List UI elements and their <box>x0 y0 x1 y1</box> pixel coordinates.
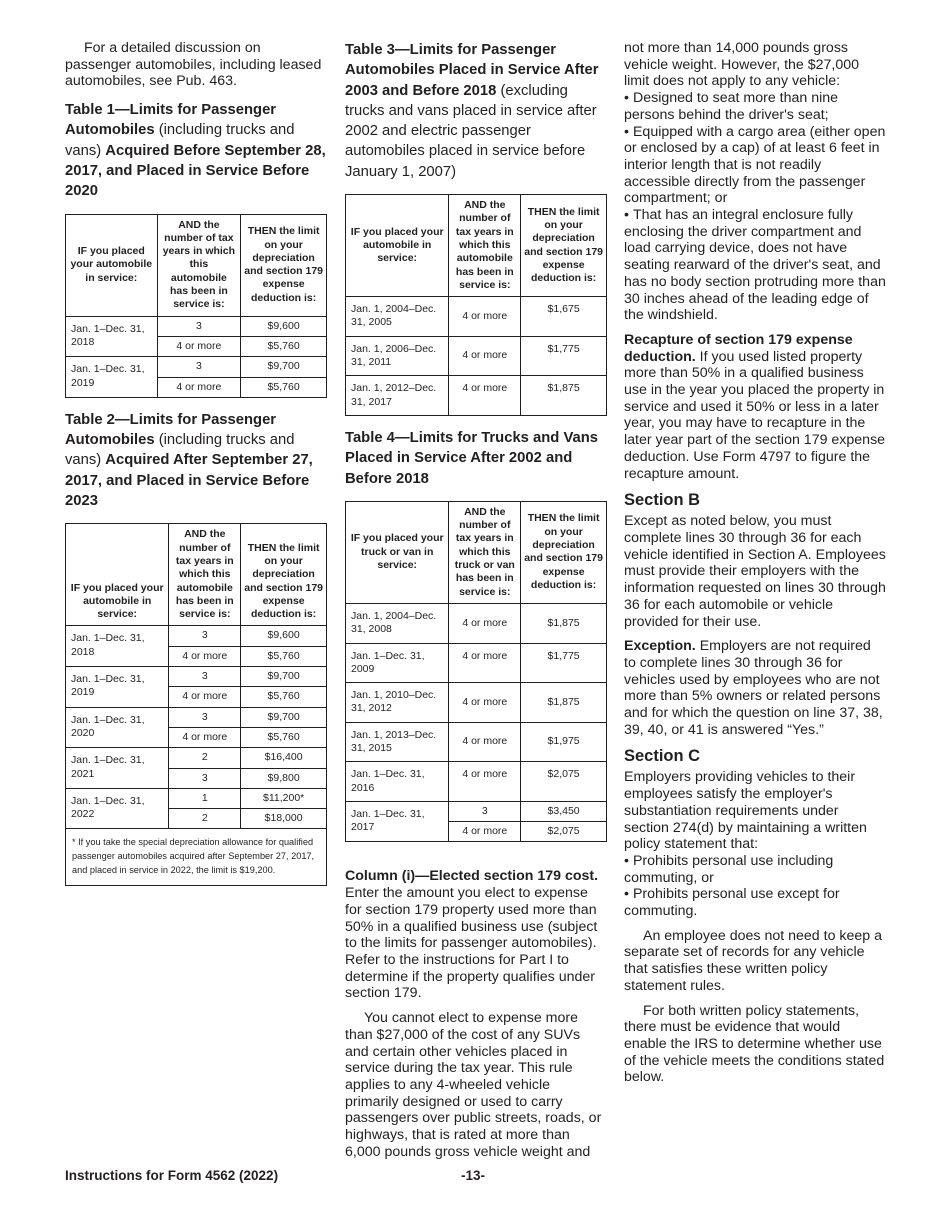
table4-limit-cell: $1,875 <box>521 683 607 723</box>
table2-limit-cell: $9,700 <box>241 667 327 687</box>
table4-year: Jan. 1–Dec. 31, 2016 <box>346 762 449 802</box>
table3-year: Jan. 1, 2004–Dec. 31, 2005 <box>346 297 449 337</box>
table2-years-cell: 4 or more <box>169 646 241 666</box>
table3-header-years: AND the number of tax years in which this automobile has been in service is: <box>449 195 521 297</box>
table3-limit-cell: $1,675 <box>521 297 607 337</box>
continued-paragraph: not more than 14,000 pounds gross vehicle weight. However, the $27,000 limit does not apply to any vehicle: <box>624 40 860 90</box>
table3-year: Jan. 1, 2012–Dec. 31, 2017 <box>346 376 449 416</box>
recapture-paragraph <box>624 332 886 482</box>
exemption-list <box>624 90 886 324</box>
section-c-paragraph: Employers providing vehicles to their employees satisfy the employer's substantiation requirements under section 274(d) by maintaining a written policy statement that: <box>624 769 867 853</box>
table1-years-cell: 3 <box>157 316 241 336</box>
table1-years-cell: 4 or more <box>157 336 241 356</box>
table1-title: Table 1—Limits for Passenger Automobiles <box>65 102 277 139</box>
table-row <box>346 801 607 821</box>
recapture-heading: Recapture of section 179 expense deduction. <box>624 331 853 365</box>
table1-limit-cell: $9,600 <box>241 316 327 336</box>
table1-year: Jan. 1–Dec. 31, 2018 <box>66 316 158 357</box>
table4-years-cell: 4 or more <box>449 603 521 643</box>
table3-subtitle: (excluding trucks and vans placed in service after 2002 and electric passenger automobiles placed in service before January 1, 2007) <box>345 82 597 180</box>
table2-header-year: IF you placed your automobile in service: <box>66 524 169 626</box>
bullet-icon: • <box>624 123 629 140</box>
table-row <box>346 683 607 723</box>
column-right <box>624 40 886 1094</box>
table3-limit-cell: $1,775 <box>521 336 607 376</box>
list-item-text: Designed to seat more than nine persons behind the driver's seat; <box>624 90 839 123</box>
table-row <box>346 376 607 416</box>
table2-caption <box>65 410 327 511</box>
table1-header-years: AND the number of tax years in which this automobile has been in service is: <box>157 214 241 316</box>
table4-years-cell: 4 or more <box>449 762 521 802</box>
table1-limit-cell: $5,760 <box>241 336 327 356</box>
table4-header-limit: THEN the limit on your depreciation and section 179 expense deduction is: <box>521 501 607 603</box>
table2-limit-cell: $9,700 <box>241 707 327 727</box>
table4-limit-cell: $1,875 <box>521 603 607 643</box>
suv-paragraph: You cannot elect to expense more than $27,000 of the cost of any SUVs and certain other vehicles placed in service during the tax year. This rule applies to any 4-wheeled vehicle primarily designed or used to carry passengers over public streets, roads, or highways, that is rated at more than 6,000 pounds gross vehicle weight and <box>345 1010 602 1160</box>
table-row <box>66 667 327 687</box>
table4 <box>345 501 607 843</box>
table4-limit-cell: $2,075 <box>521 762 607 802</box>
table1-limit-cell: $5,760 <box>241 377 327 397</box>
table2-years-cell: 1 <box>169 788 241 808</box>
table2-limit-cell: $16,400 <box>241 748 327 768</box>
section-b-title: Section B <box>624 491 701 510</box>
table2-limit-cell: $5,760 <box>241 646 327 666</box>
table4-limit-cell: $1,775 <box>521 643 607 683</box>
table3-years-cell: 4 or more <box>449 376 521 416</box>
bullet-icon: • <box>624 886 629 903</box>
table1-header-year: IF you placed your automobile in service: <box>66 214 158 316</box>
table2-year: Jan. 1–Dec. 31, 2018 <box>66 626 169 667</box>
list-item-text: Prohibits personal use except for commuting. <box>624 886 840 920</box>
table3 <box>345 194 607 416</box>
table3-caption <box>345 40 607 182</box>
table4-years-cell: 4 or more <box>449 722 521 762</box>
table4-year: Jan. 1, 2004–Dec. 31, 2008 <box>346 603 449 643</box>
list-item <box>624 90 886 123</box>
list-item-text: That has an integral enclosure fully enclosing the driver compartment and load carrying device, does not have seating rearward of the driver's seat, and has no body section protruding more than 30 inches ahead of the leading edge of the windshield. <box>624 207 886 324</box>
table2-title: Table 2—Limits for Passenger Automobiles <box>65 411 277 449</box>
table2-subtitle: (including trucks and vans) <box>65 432 295 469</box>
table-row <box>346 722 607 762</box>
table2-years-cell: 2 <box>169 748 241 768</box>
table1-title-cont: Acquired Before September 28, 2017, and Placed in Service Before 2020 <box>65 142 326 200</box>
column-i-text: Enter the amount you elect to expense for section 179 property used more than 50% in a qualified business use (subject to the limits for passenger automobiles). Refer to the instructions for Part I to determine if the property qualifies under section 179. <box>345 885 598 1002</box>
table4-year: Jan. 1, 2013–Dec. 31, 2015 <box>346 722 449 762</box>
table-row <box>346 643 607 683</box>
table3-year: Jan. 1, 2006–Dec. 31, 2011 <box>346 336 449 376</box>
table2-limit-cell: $5,760 <box>241 727 327 747</box>
table1-caption <box>65 100 327 201</box>
table4-caption <box>345 428 607 489</box>
table-row <box>66 788 327 808</box>
column-middle <box>345 40 607 1168</box>
table4-year: Jan. 1–Dec. 31, 2017 <box>346 801 449 842</box>
column-i-paragraph <box>345 868 607 1002</box>
table1-subtitle: (including trucks and vans) <box>65 122 295 159</box>
table4-header-year: IF you placed your truck or van in service: <box>346 501 449 603</box>
records-paragraph: An employee does not need to keep a separate set of records for any vehicle that satisfies these written policy statement rules. <box>624 927 882 994</box>
table4-limit-cell: $3,450 <box>521 801 607 821</box>
table3-title: Table 3—Limits for Passenger Automobiles Placed in Service After 2003 and Before 2018 <box>345 42 599 99</box>
table-row <box>66 707 327 727</box>
table1 <box>65 214 327 398</box>
footer-form-title: Instructions for Form 4562 (2022) <box>65 1168 279 1183</box>
exception-paragraph <box>624 638 886 738</box>
table3-limit-cell: $1,875 <box>521 376 607 416</box>
column-i-heading: Column (i)—Elected section 179 cost. <box>345 868 599 885</box>
table2 <box>65 523 327 886</box>
table2-years-cell: 3 <box>169 626 241 646</box>
table4-year: Jan. 1, 2010–Dec. 31, 2012 <box>346 683 449 723</box>
table2-years-cell: 2 <box>169 809 241 829</box>
table1-years-cell: 3 <box>157 357 241 377</box>
bullet-icon: • <box>624 207 629 224</box>
list-item-text: Equipped with a cargo area (either open or enclosed by a cap) of at least 6 feet in interior length that is not readily accessible directly from the passenger compartment; or <box>624 123 886 207</box>
table3-header-year: IF you placed your automobile in service: <box>346 195 449 297</box>
table4-limit-cell: $1,975 <box>521 722 607 762</box>
page-number: -13- <box>461 1168 486 1183</box>
table2-years-cell: 4 or more <box>169 687 241 707</box>
list-item <box>624 124 886 208</box>
evidence-paragraph: For both written policy statements, there must be evidence that would enable the IRS to determine whether use of the vehicle meets the conditions stated below. <box>624 1002 885 1086</box>
list-item <box>624 853 886 886</box>
table2-limit-cell: $5,760 <box>241 687 327 707</box>
table-row <box>66 357 327 377</box>
table2-title-cont: Acquired After September 27, 2017, and Placed in Service Before 2023 <box>65 452 313 510</box>
exception-heading: Exception. <box>624 638 696 655</box>
table2-year: Jan. 1–Dec. 31, 2019 <box>66 667 169 708</box>
bullet-icon: • <box>624 90 629 107</box>
column-left <box>65 40 327 886</box>
table-row <box>346 297 607 337</box>
table-row <box>346 762 607 802</box>
table4-limit-cell: $2,075 <box>521 822 607 842</box>
table1-years-cell: 4 or more <box>157 377 241 397</box>
table2-years-cell: 4 or more <box>169 727 241 747</box>
exception-text: Employers are not required to complete lines 30 through 36 for vehicles used by employees who are not more than 5% owners or related persons and for which the question on line 37, 38, 39, 40, or 41 is answered “Yes.” <box>624 638 883 738</box>
table4-years-cell: 4 or more <box>449 643 521 683</box>
table2-limit-cell: $11,200* <box>241 788 327 808</box>
table4-years-cell: 4 or more <box>449 822 521 842</box>
table4-header-years: AND the number of tax years in which this truck or van has been in service is: <box>449 501 521 603</box>
policy-list <box>624 853 886 920</box>
table2-limit-cell: $18,000 <box>241 809 327 829</box>
table4-year: Jan. 1–Dec. 31, 2009 <box>346 643 449 683</box>
table1-limit-cell: $9,700 <box>241 357 327 377</box>
section-b-paragraph: Except as noted below, you must complete lines 30 through 36 for each vehicle identified in Section A. Employees must provide their employers with the information requested on lines 30 through 36 for each automobile or vehicle provided for their use. <box>624 513 886 630</box>
bullet-icon: • <box>624 852 629 869</box>
table2-year: Jan. 1–Dec. 31, 2020 <box>66 707 169 748</box>
list-item-text: Prohibits personal use including commuting, or <box>624 852 834 886</box>
table1-year: Jan. 1–Dec. 31, 2019 <box>66 357 158 398</box>
table4-years-cell: 3 <box>449 801 521 821</box>
intro-paragraph: For a detailed discussion on passenger automobiles, including leased automobiles, see Pub. 463. <box>65 40 322 90</box>
table1-header-limit: THEN the limit on your depreciation and section 179 expense deduction is: <box>241 214 327 316</box>
list-item <box>624 886 886 919</box>
table2-header-years: AND the number of tax years in which this automobile has been in service is: <box>169 524 241 626</box>
table2-years-cell: 3 <box>169 707 241 727</box>
table2-footnote: * If you take the special depreciation allowance for qualified passenger automobiles acquired after September 27, 2017, and placed in service in 2022, the limit is $19,200. <box>66 829 327 886</box>
table2-year: Jan. 1–Dec. 31, 2022 <box>66 788 169 829</box>
table-row <box>346 603 607 643</box>
table4-title: Table 4—Limits for Trucks and Vans Placed in Service After 2002 and Before 2018 <box>345 429 598 487</box>
table2-years-cell: 3 <box>169 768 241 788</box>
table3-header-limit: THEN the limit on your depreciation and section 179 expense deduction is: <box>521 195 607 297</box>
section-c-title: Section C <box>624 747 701 766</box>
table2-limit-cell: $9,600 <box>241 626 327 646</box>
table3-years-cell: 4 or more <box>449 336 521 376</box>
table2-header-limit: THEN the limit on your depreciation and section 179 expense deduction is: <box>241 524 327 626</box>
recapture-text: If you used listed property more than 50% in a qualified business use in the year you placed the property in service and used it 50% or less in a later year, you may have to recapture in the later year part of the section 179 expense deduction. Use Form 4797 to figure the recapture amount. <box>624 348 886 482</box>
table-row <box>66 316 327 336</box>
table2-years-cell: 3 <box>169 667 241 687</box>
table-row <box>66 626 327 646</box>
table2-year: Jan. 1–Dec. 31, 2021 <box>66 748 169 789</box>
table-row <box>66 748 327 768</box>
table2-limit-cell: $9,800 <box>241 768 327 788</box>
list-item <box>624 207 886 324</box>
table-row <box>346 336 607 376</box>
table3-years-cell: 4 or more <box>449 297 521 337</box>
table4-years-cell: 4 or more <box>449 683 521 723</box>
